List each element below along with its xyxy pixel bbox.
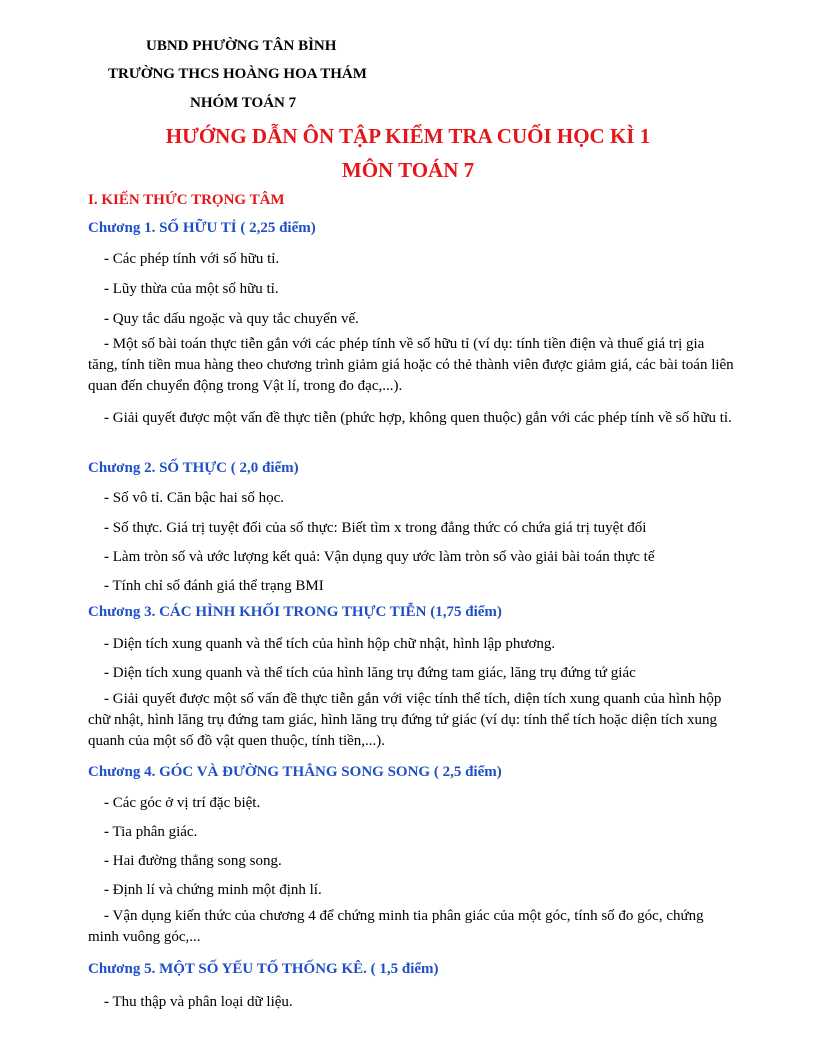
bullet-dash: - [104, 691, 109, 707]
group-name: NHÓM TOÁN 7 [190, 95, 297, 111]
bullet-dash: - [104, 908, 109, 924]
school-name: TRƯỜNG THCS HOÀNG HOA THÁM [108, 66, 367, 82]
list-item: - Giải quyết được một số vấn đề thực tiễn gắn với việc tính thể tích, diện tích xung quanh của hình hộp chữ nhật, hình lăng trụ đứng tam giác, hình lăng trụ đứng tứ giác (ví dụ: tính thể tích hoặc diện tích xung quanh của một số đồ vật quen thuộc, tính tiền,...). [88, 691, 722, 749]
subject-title: MÔN TOÁN 7 [341, 158, 475, 182]
list-item: - Thu thập và phân loại dữ liệu. [104, 994, 293, 1010]
list-item: - Lũy thừa của một số hữu tỉ. [104, 281, 279, 297]
bullet-dash: - [104, 824, 109, 840]
bullet-dash: - [104, 281, 109, 297]
list-item: - Quy tắc dấu ngoặc và quy tắc chuyển vế. [104, 311, 359, 327]
bullet-dash: - [104, 665, 109, 681]
chapter-5-heading: Chương 5. MỘT SỐ YẾU TỐ THỐNG KÊ. ( 1,5 điểm) [88, 961, 439, 977]
chapter-1-heading: Chương 1. SỐ HỮU TỈ ( 2,25 điểm) [88, 220, 316, 236]
list-item: - Tia phân giác. [104, 824, 198, 840]
bullet-dash: - [104, 994, 109, 1010]
bullet-dash: - [104, 636, 109, 652]
section-heading: I. KIẾN THỨC TRỌNG TÂM [88, 192, 285, 208]
list-item: - Số vô tỉ. Căn bậc hai số học. [104, 490, 284, 506]
list-item: - Diện tích xung quanh và thể tích của hình lăng trụ đứng tam giác, lăng trụ đứng tứ giác [104, 665, 636, 681]
list-item: - Làm tròn số và ước lượng kết quả: Vận dụng quy ước làm tròn số vào giải bài toán thực tế [104, 549, 655, 565]
chapter-4-heading: Chương 4. GÓC VÀ ĐƯỜNG THẲNG SONG SONG ( 2,5 điểm) [88, 764, 502, 780]
bullet-dash: - [104, 882, 109, 898]
bullet-dash: - [104, 251, 109, 267]
list-item: - Diện tích xung quanh và thể tích của hình hộp chữ nhật, hình lập phương. [104, 636, 556, 652]
bullet-dash: - [104, 549, 109, 565]
list-item: - Định lí và chứng minh một định lí. [104, 882, 322, 898]
list-item: - Giải quyết được một vấn đề thực tiễn (phức hợp, không quen thuộc) gắn với các phép tính về số hữu tỉ. [104, 410, 732, 426]
bullet-dash: - [104, 336, 109, 352]
bullet-dash: - [104, 410, 109, 426]
list-item: - Một số bài toán thực tiễn gắn với các phép tính về số hữu tỉ (ví dụ: tính tiền điện và thuế giá trị gia tăng, tính tiền mua hàng theo chương trình giảm giá hoặc có thẻ thành viên được giảm giá, các bài toán liên quan đến chuyển động trong Vật lí, trong đo đạc,...). [88, 336, 734, 394]
bullet-dash: - [104, 520, 109, 536]
chapter-2-heading: Chương 2. SỐ THỰC ( 2,0 điểm) [88, 460, 299, 476]
list-item: - Số thực. Giá trị tuyệt đối của số thực: Biết tìm x trong đẳng thức có chứa giá trị tuyệt đối [104, 520, 647, 536]
bullet-dash: - [104, 311, 109, 327]
bullet-dash: - [104, 853, 109, 869]
list-item: - Các góc ở vị trí đặc biệt. [104, 795, 261, 811]
bullet-dash: - [104, 490, 109, 506]
bullet-dash: - [104, 578, 109, 594]
list-item: - Vận dụng kiến thức của chương 4 để chứng minh tia phân giác của một góc, tính số đo góc, chứng minh vuông góc,... [88, 908, 704, 945]
list-item: - Tính chỉ số đánh giá thể trạng BMI [104, 578, 324, 594]
document-title: HƯỚNG DẪN ÔN TẬP KIỂM TRA CUỐI HỌC KÌ 1 [165, 124, 651, 148]
list-item: - Hai đường thẳng song song. [104, 853, 282, 869]
chapter-3-heading: Chương 3. CÁC HÌNH KHỐI TRONG THỰC TIỄN (1,75 điểm) [88, 604, 502, 620]
list-item: - Các phép tính với số hữu tỉ. [104, 251, 280, 267]
bullet-dash: - [104, 795, 109, 811]
ward-name: UBND PHƯỜNG TÂN BÌNH [146, 38, 337, 54]
